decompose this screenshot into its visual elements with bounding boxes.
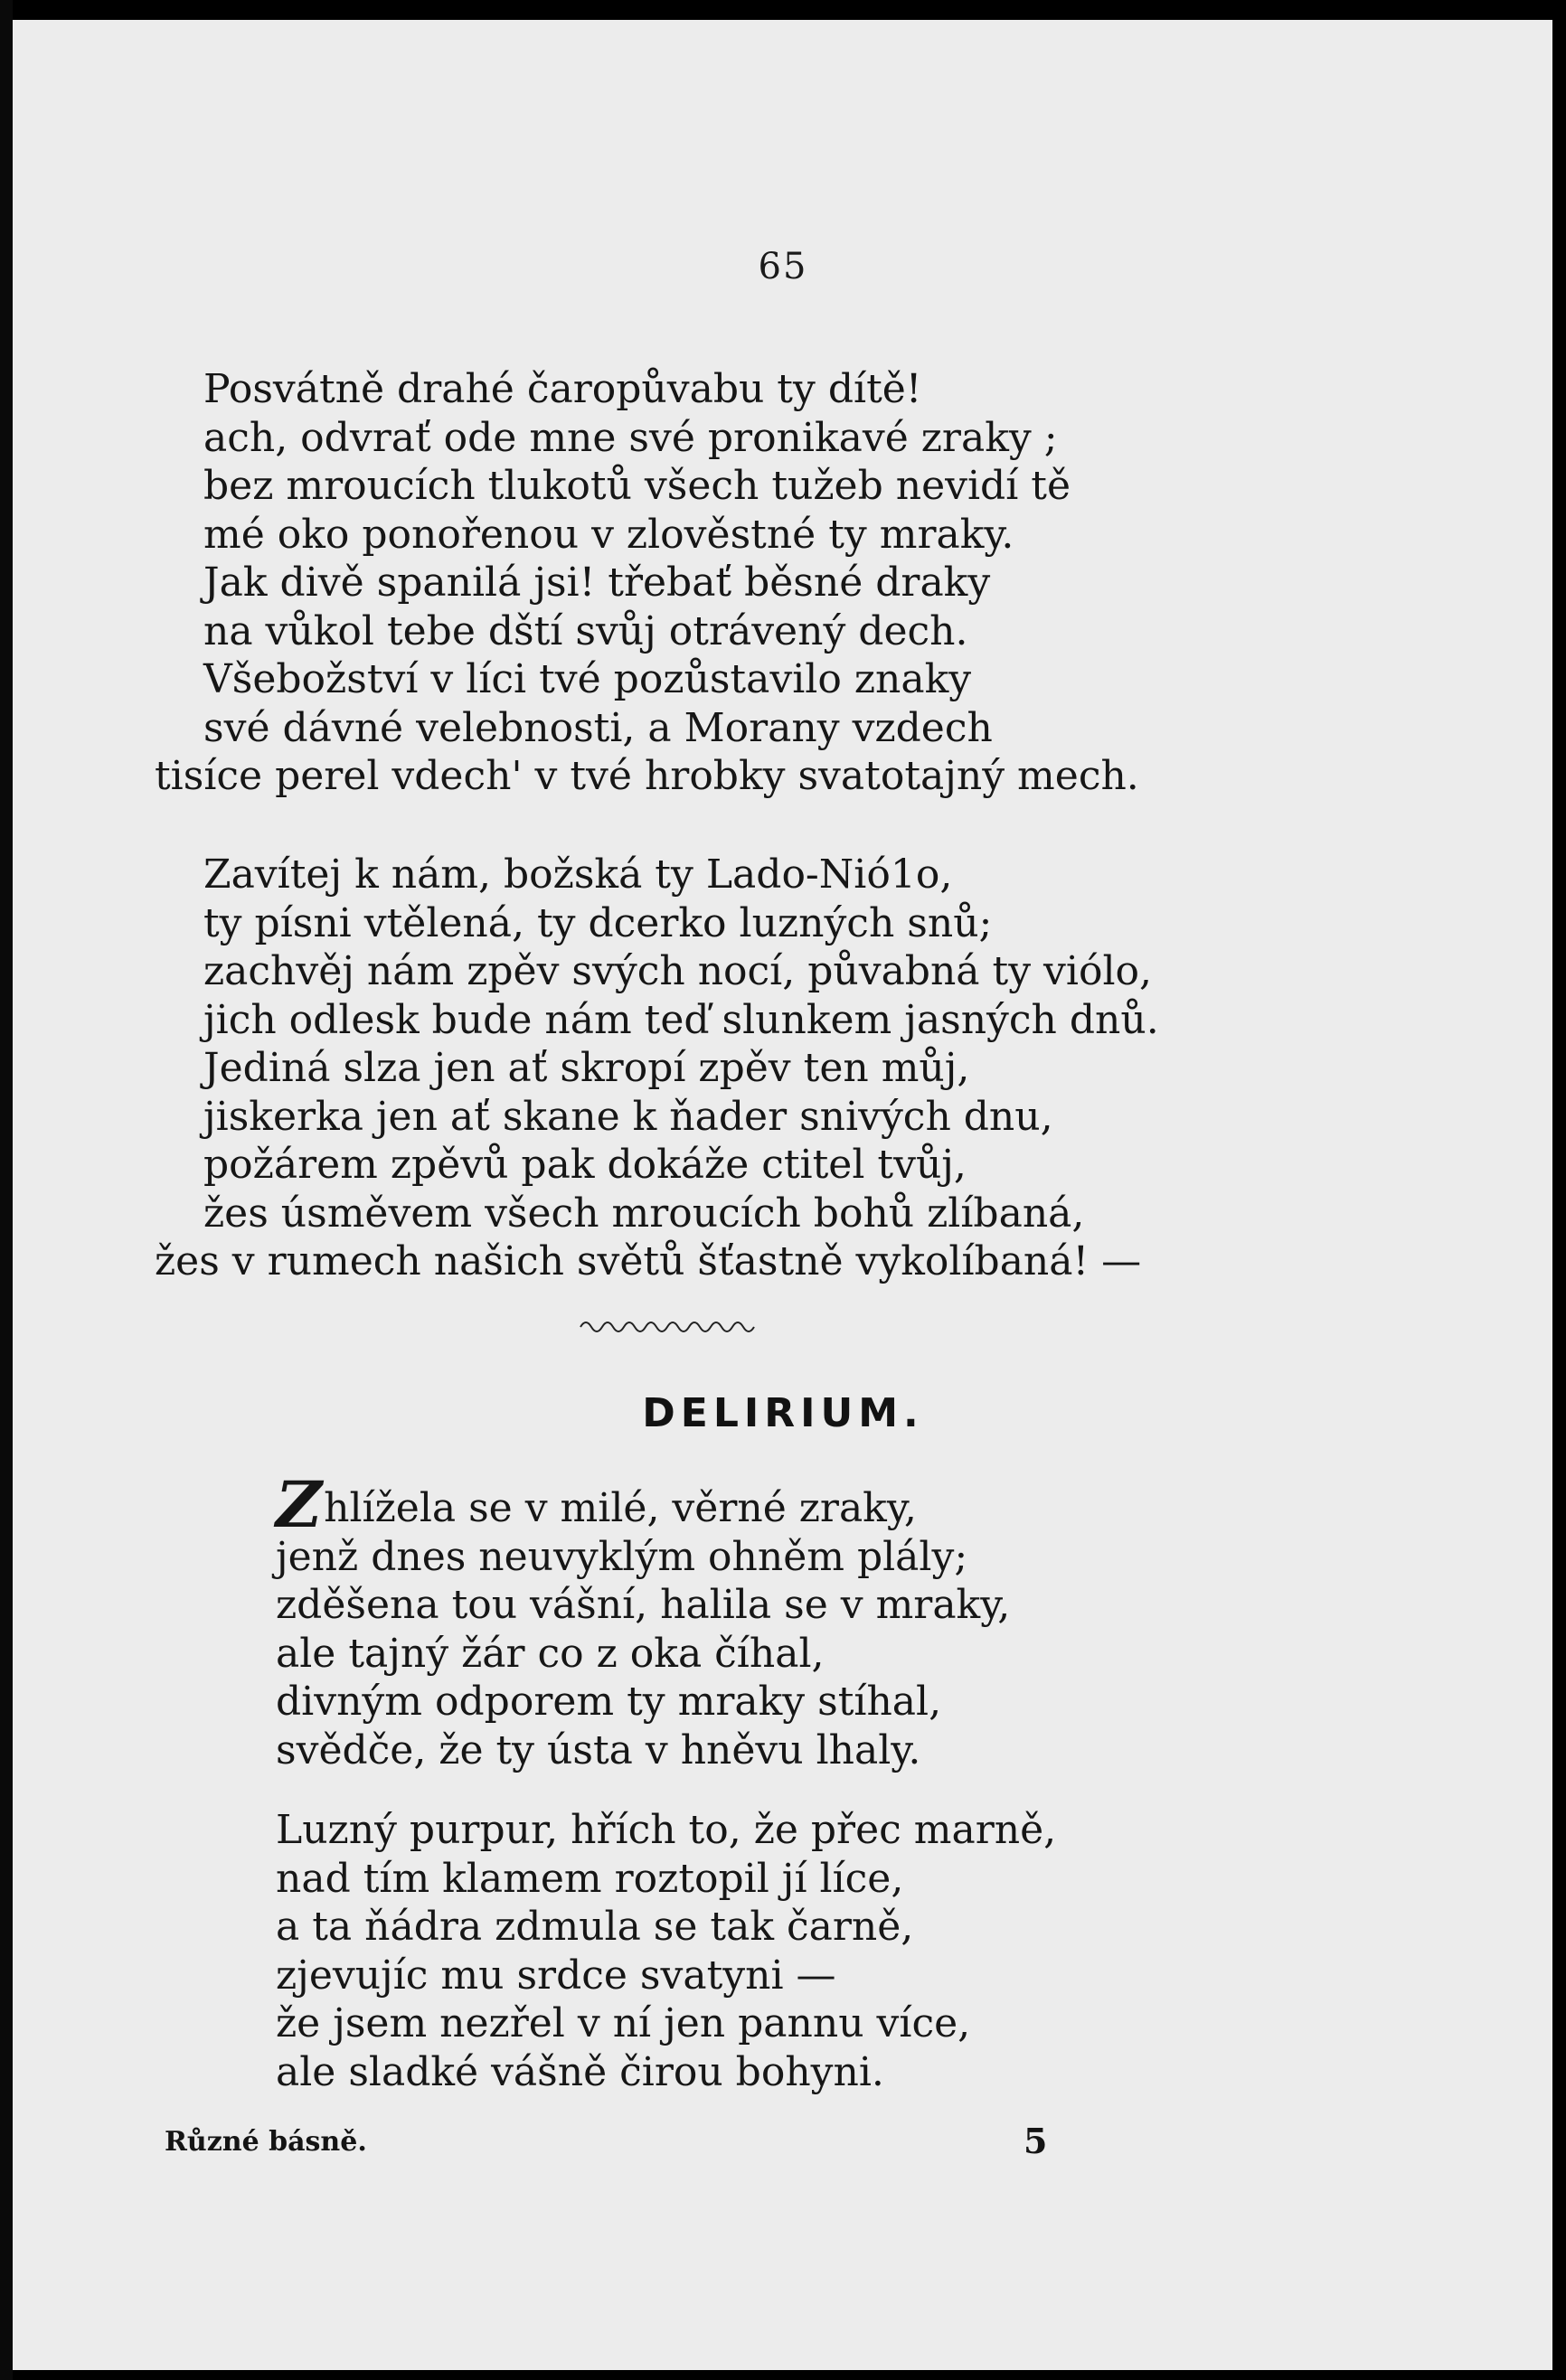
verse-line: nad tím klamem roztopil jí líce, xyxy=(276,1855,904,1902)
verse-line: divným odporem ty mraky stíhal, xyxy=(276,1679,942,1725)
verse-line: žes v rumech našich světů šťastně vykolíbaná! — xyxy=(155,1238,1142,1284)
poem2-stanza2 xyxy=(276,1806,1056,2096)
verse-line: Jak divě spanilá jsi! třebať běsné draky xyxy=(203,560,991,606)
page-number: 65 xyxy=(758,246,808,287)
verse-line: a ta ňádra zdmula se tak čarně, xyxy=(276,1904,914,1950)
verse-line: tisíce perel vdech' v tvé hrobky svatotajný mech. xyxy=(155,753,1139,799)
poem2-stanza1 xyxy=(276,1467,1011,1774)
verse-line: svědče, že ty ústa v hněvu lhaly. xyxy=(276,1726,921,1773)
verse-line: na vůkol tebe dští svůj otrávený dech. xyxy=(203,607,968,654)
wavy-ornament-icon xyxy=(579,1311,759,1338)
verse-line: požárem zpěvů pak dokáže ctitel tvůj, xyxy=(203,1142,967,1188)
verse-line: zachvěj nám zpěv svých nocí, půvabná ty viólo, xyxy=(203,948,1153,994)
poem-title: DELIRIUM. xyxy=(642,1390,924,1436)
verse-line: ach, odvrať ode mne své pronikavé zraky ; xyxy=(203,414,1058,461)
poem1-stanza2 xyxy=(155,851,1159,1286)
verse-line: Jediná slza jen ať skropí zpěv ten můj, xyxy=(203,1045,970,1091)
poem1-stanza1 xyxy=(155,365,1139,801)
footer-book-title: Různé básně. xyxy=(165,2126,367,2158)
verse-line: ale tajný žár co z oka číhal, xyxy=(276,1630,825,1677)
verse-line: že jsem nezřel v ní jen pannu více, xyxy=(276,2000,971,2046)
verse-line: zděšena tou vášní, halila se v mraky, xyxy=(276,1582,1011,1628)
drop-initial: Z xyxy=(276,1467,323,1542)
verse-line: Luzný purpur, hřích to, že přec marně, xyxy=(276,1807,1057,1853)
verse-line: Všebožství v líci tvé pozůstavilo znaky xyxy=(203,656,972,702)
verse-line: bez mroucích tlukotů všech tužeb nevidí tě xyxy=(203,463,1071,509)
verse-line: ale sladké vášně čirou bohyni. xyxy=(276,2048,884,2095)
verse-line: zjevujíc mu srdce svatyni — xyxy=(276,1952,836,1999)
verse-line: své dávné velebnosti, a Morany vzdech xyxy=(203,704,993,751)
signature-mark: 5 xyxy=(1024,2121,1048,2161)
verse-line: Zavítej k nám, božská ty Lado-Nió1o, xyxy=(203,851,953,898)
verse-line: mé oko ponořenou v zlověstné ty mraky. xyxy=(203,511,1014,558)
verse-line-text: hlížela se v milé, věrné zraky, xyxy=(324,1485,917,1531)
verse-line: jich odlesk bude nám teď slunkem jasných dnů. xyxy=(203,996,1159,1043)
scan-edge xyxy=(0,0,13,2380)
verse-line: ty písni vtělená, ty dcerko luzných snů; xyxy=(203,899,993,946)
verse-line: Posvátně drahé čaropůvabu ty dítě! xyxy=(203,366,922,412)
verse-line: žes úsměvem všech mroucích bohů zlíbaná, xyxy=(203,1190,1085,1237)
verse-line: jenž dnes neuvyklým ohněm plály; xyxy=(276,1533,968,1580)
verse-line-first xyxy=(276,1467,1010,1542)
verse-line: jiskerka jen ať skane k ňader snivých dnu, xyxy=(203,1093,1053,1140)
